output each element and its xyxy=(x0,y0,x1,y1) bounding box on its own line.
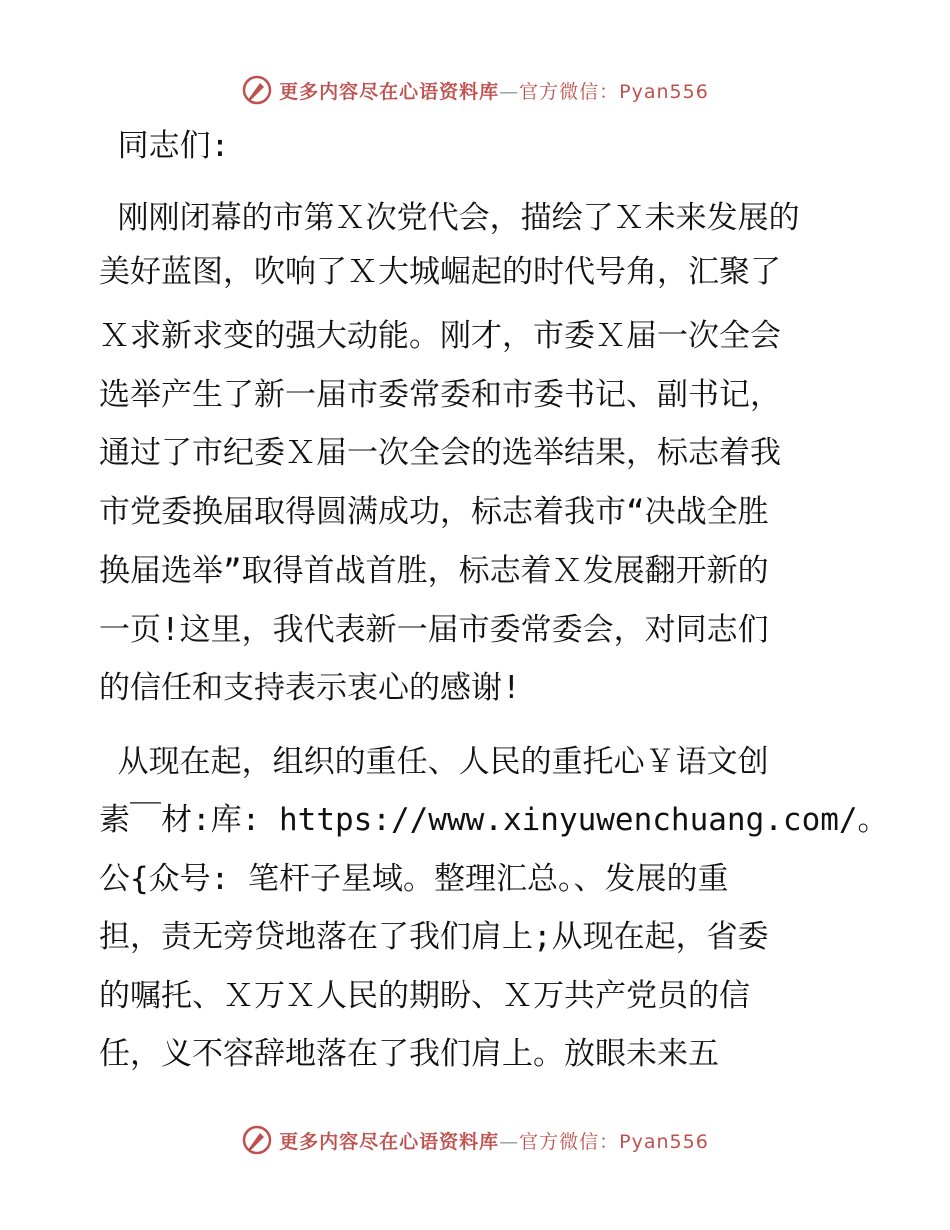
body-line: 担，责无旁贷地落在了我们肩上;从现在起，省委 xyxy=(99,919,769,955)
footer-banner xyxy=(0,1120,950,1160)
body-line: 美好蓝图，吹响了Ｘ大城崛起的时代号角，汇聚了 xyxy=(99,254,781,290)
greeting-line: 同志们: xyxy=(99,128,230,164)
body-line: 的信任和支持表示衷心的感谢! xyxy=(99,670,521,706)
body-line: 从现在起，组织的重任、人民的重托心￥语文创 xyxy=(99,744,769,780)
body-line: 通过了市纪委Ｘ届一次全会的选举结果，标志着我 xyxy=(99,435,781,471)
header-separator: — xyxy=(499,80,520,103)
header-banner-text xyxy=(279,77,709,104)
footer-title: 更多内容尽在心语资料库 xyxy=(279,1130,500,1153)
footer-separator: — xyxy=(499,1130,520,1153)
body-line: 市党委换届取得圆满成功，标志着我市“决战全胜 xyxy=(99,494,769,530)
header-contact: 官方微信：Pyan556 xyxy=(519,80,709,103)
body-line: 刚刚闭幕的市第Ｘ次党代会，描绘了Ｘ未来发展的 xyxy=(99,200,800,236)
body-line: 素￣材:库: https://www.xinyuwenchuang.com/。 xyxy=(99,802,889,838)
body-line: 的嘱托、Ｘ万Ｘ人民的期盼、Ｘ万共产党员的信 xyxy=(99,978,750,1014)
footer-banner-text xyxy=(279,1127,709,1154)
pen-nib-logo-icon xyxy=(241,74,273,106)
body-line: 选举产生了新一届市委常委和市委书记、副书记， xyxy=(99,377,781,413)
header-title: 更多内容尽在心语资料库 xyxy=(279,80,500,103)
pen-nib-logo-icon xyxy=(241,1124,273,1156)
body-line: 换届选举”取得首战首胜，标志着Ｘ发展翻开新的 xyxy=(99,553,769,589)
body-line: 一页!这里，我代表新一届市委常委会，对同志们 xyxy=(99,612,769,648)
body-line: 公{众号: 笔杆子星域。整理汇总。、发展的重 xyxy=(99,861,729,897)
body-line: 任，义不容辞地落在了我们肩上。放眼未来五 xyxy=(99,1036,719,1072)
body-line: Ｘ求新求变的强大动能。刚才，市委Ｘ届一次全会 xyxy=(99,318,781,354)
header-banner xyxy=(0,70,950,110)
footer-contact: 官方微信：Pyan556 xyxy=(519,1130,709,1153)
